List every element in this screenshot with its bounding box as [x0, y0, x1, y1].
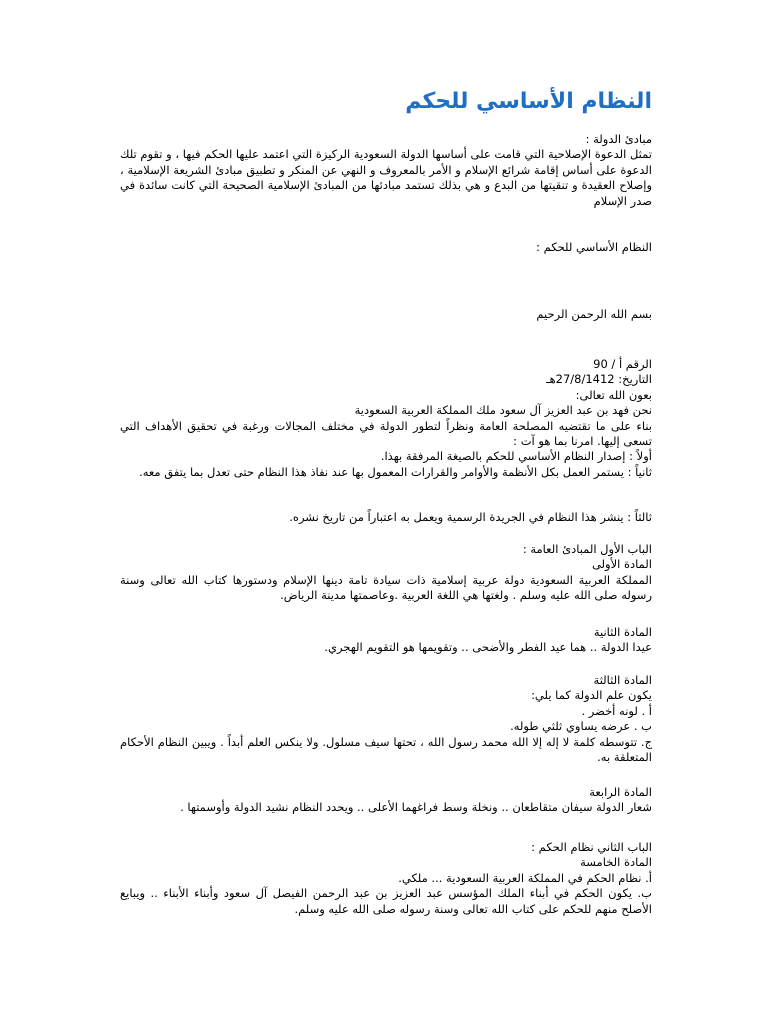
- article3-item-c: ج. تتوسطه كلمة لا إله إلا الله محمد رسول الله ، تحتها سيف مسلول. ولا ينكس العلم أبداً . ويبين النظام الأحكام المتعلقة به.: [120, 734, 652, 764]
- decree-third-section: [120, 510, 652, 525]
- decree-king: نحن فهد بن عبد العزيز آل سعود ملك المملكة العربية السعودية: [354, 403, 652, 418]
- decree-date: التاريخ: 27/8/1412هـ: [546, 372, 652, 387]
- basmala: بسم الله الرحمن الرحيم: [536, 307, 652, 321]
- system-heading-section: [120, 240, 652, 255]
- decree-section: [120, 357, 652, 480]
- article4-text: شعار الدولة سيفان متقاطعان .. ونخلة وسط فراغهما الأعلى .. ويحدد النظام نشيد الدولة وأوسمتها .: [180, 800, 652, 815]
- basmala-section: [120, 307, 652, 322]
- article5-item-b: ب. يكون الحكم في أبناء الملك المؤسس عبد العزيز بن عبد الرحمن الفيصل آل سعود وأبناء الأبناء .. ويبايع الأصلح منهم للحكم على كتاب الله تعالى وسنة رسوله صلى الله عليه وسلم.: [120, 886, 652, 916]
- decree-second: ثانياً : يستمر العمل بكل الأنظمة والأوامر والقرارات المعمول بها عند نفاذ هذا النظام حتى تعدل بما يتفق معه.: [139, 464, 652, 479]
- article3-item-b: ب . عرضه يساوي ثلثي طوله.: [510, 719, 652, 734]
- decree-first: أولاً : إصدار النظام الأساسي للحكم بالصيغة المرفقة بهذا.: [380, 449, 652, 464]
- chapter2-section: [120, 840, 652, 917]
- chapter1-article1-section: [120, 542, 652, 604]
- article2-section: [120, 625, 652, 656]
- chapter2-title: الباب الثاني نظام الحكم :: [531, 840, 652, 854]
- decree-invocation: بعون الله تعالى:: [575, 387, 652, 402]
- intro-paragraph: تمثل الدعوة الإصلاحية التي قامت على أساسها الدولة السعودية الركيزة التي اعتمد عليها الحكم فيها ، و تقوم تلك الدعوة على أساس إقامة شرائع الإسلام و الأمر بالمعروف و النهي عن المنكر و تطبيق مبادئ الشريعة الإسلامية ، وإصلاح العقيدة و تنقيتها من البدع و هي بذلك تستمد مبادئها من المبادئ الإسلامية الصحيحة التي كانت سائدة في صدر الإسلام: [120, 147, 652, 208]
- decree-number: الرقم أ / 90: [593, 357, 652, 371]
- document-page: [120, 0, 652, 1024]
- article4-title: المادة الرابعة: [589, 785, 652, 799]
- article2-text: عيدا الدولة .. هما عيد الفطر والأضحى .. وتقويمها هو التقويم الهجري.: [324, 640, 652, 655]
- article3-section: [120, 673, 652, 765]
- document-title: النظام الأساسي للحكم: [405, 89, 652, 114]
- article5-title: المادة الخامسة: [580, 855, 652, 870]
- intro-heading: مبادئ الدولة :: [585, 132, 652, 146]
- decree-third: ثالثاً : ينشر هذا النظام في الجريدة الرسمية ويعمل به اعتباراً من تاريخ نشره.: [289, 510, 652, 524]
- article3-intro: يكون علم الدولة كما يلي:: [531, 688, 652, 703]
- article3-item-a: أ . لونه أخضر .: [581, 703, 652, 718]
- article4-section: [120, 785, 652, 816]
- article5-item-a: أ. نظام الحكم في المملكة العربية السعودية ... ملكي.: [398, 870, 652, 885]
- decree-preamble: بناء على ما تقتضيه المصلحة العامة ونظراً لتطور الدولة في مختلف المجالات ورغبة في تحقيق الأهداف التي تسعى إليها. امرنا بما هو آت :: [120, 418, 652, 448]
- intro-section: [120, 132, 652, 209]
- article3-title: المادة الثالثة: [593, 673, 652, 687]
- article1-text: المملكة العربية السعودية دولة عربية إسلامية ذات سيادة تامة دينها الإسلام ودستورها كتاب الله تعالى وسنة رسوله صلى الله عليه وسلم . ولغتها هي اللغة العربية .وعاصمتها مدينة الرياض.: [120, 572, 652, 603]
- system-heading: النظام الأساسي للحكم :: [536, 240, 652, 254]
- article1-title: المادة الأولى: [591, 557, 652, 572]
- chapter1-title: الباب الأول المبادئ العامة :: [522, 542, 652, 556]
- article2-title: المادة الثانية: [593, 625, 652, 639]
